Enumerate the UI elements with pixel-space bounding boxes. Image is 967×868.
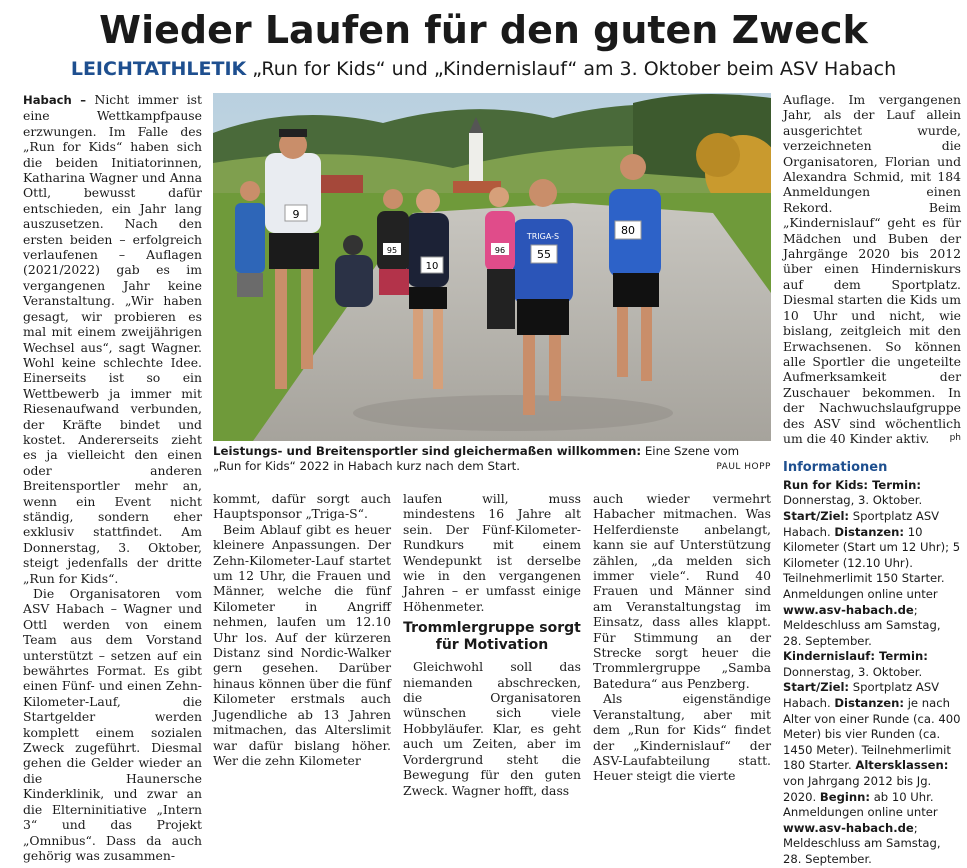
website-link[interactable]: www.asv-habach.de xyxy=(783,602,914,617)
caption-text: Eine Szene vom „Run for Kids“ 2022 in Habach kurz nach dem Start. xyxy=(213,444,740,473)
info-label: Distanzen: xyxy=(834,524,905,539)
svg-text:55: 55 xyxy=(537,248,551,261)
section-kicker: LEICHTATHLETIK xyxy=(70,58,247,80)
svg-text:95: 95 xyxy=(386,246,398,255)
info-box-title: Informationen xyxy=(783,460,888,476)
article-column-5 xyxy=(783,92,961,868)
headline: Wieder Laufen für den guten Zweck xyxy=(99,8,868,52)
info-label: Kindernislauf: Termin: xyxy=(783,649,928,664)
article-paragraph: Als eigenständige Veranstaltung, aber mit dem „Run for Kids“ findet der „Kindernislauf“ der ASV-Laufabteilung statt. Heuer steigt die vierte xyxy=(593,691,771,784)
photo-caption xyxy=(213,444,771,474)
svg-text:TRIGA-S: TRIGA-S xyxy=(526,232,560,241)
info-label: Start/Ziel: xyxy=(783,508,850,523)
dateline: Habach – xyxy=(23,93,87,107)
article-photo xyxy=(213,93,771,441)
article-column-3 xyxy=(403,491,581,798)
info-text: ab 10 Uhr. Anmeldungen online unter xyxy=(783,789,938,820)
info-label: Beginn: xyxy=(819,789,871,804)
photo-credit: PAUL HOPP xyxy=(716,462,771,472)
article-paragraph: laufen will, muss mindestens 16 Jahre alt sein. Der Fünf-Kilometer-Rundkurs mit einem Wendepunkt ist derselbe wie in den vergangenen Jahren – er umfasst einige Höhenmeter. xyxy=(403,491,581,614)
article-paragraph: Die Organisatoren vom ASV Habach – Wagner und Ottl werden von einem Team aus dem Vorstand unterstützt – setzen auf ein bewährtes Format. Es gibt einen Fünf- und einen Zehn-Kilometer-Lauf, die Startgelder werden komplett einem sozialen Zweck zugeführt. Diesmal gehen die Gelder wieder an die Haunersche Kinderklinik, und zwar an die Elterninitiative „Intern 3“ und das Projekt „Omnibus“. Dass da auch gehörig was zusammen- xyxy=(23,586,202,863)
info-label: Distanzen: xyxy=(834,696,905,711)
info-label: Altersklassen: xyxy=(855,758,949,773)
info-box xyxy=(783,478,961,868)
info-text: je nach Alter von einer Runde (ca. 400 Meter) bis vier Runden (ca. 1450 Meter). Teilnehmerlimit 180 Starter. xyxy=(783,696,961,773)
info-text: von Jahrgang 2012 bis Jg. 2020. xyxy=(783,774,932,804)
article-paragraph: kommt, dafür sorgt auch Hauptsponsor „Triga-S“. xyxy=(213,491,391,522)
article-column-1 xyxy=(23,92,202,863)
author-signature: ph xyxy=(949,432,961,443)
intertitle: Trommlergruppe sorgt für Motivation xyxy=(403,620,581,654)
website-link[interactable]: www.asv-habach.de xyxy=(783,820,914,835)
runners-photo xyxy=(213,93,771,441)
church-tower xyxy=(469,133,483,181)
article-paragraph xyxy=(783,92,961,446)
info-text: ; Meldeschluss am Samstag, 28. September. xyxy=(783,602,941,648)
info-text: Sportplatz ASV Habach. xyxy=(783,508,940,539)
paragraph-text: Nicht immer ist eine Wettkampfpause erzwungen. Im Falle des „Run for Kids“ haben sich die beiden Initiatorinnen, Katharina Wagner und Anna Ottl, bewusst dafür entschieden, ein Jahr lang auszusetzen. Nach den ersten beiden – erfolgreich verlaufenen – Auflagen (2021/2022) gab es im vergangenen Jahr keine Veranstaltung. „Wir haben gesagt, wir probieren es mal mit einem zweijährigen Wechsel aus“, sagt Wagner. Wohl keine schlechte Idee. Einerseits ist so ein Wettbewerb ja immer mit Riesenaufwand verbunden, der Kräfte bindet und kostet. Andererseits zieht es ja vielleicht den einen oder anderen Breitensportler mehr an, wenn ein Event nicht ständig, sondern eher exklusiv stattfindet. Am Donnerstag, 3. Oktober, steigt jedenfalls der dritte „Run for Kids“. xyxy=(23,92,202,586)
info-text: Donnerstag, 3. Oktober. xyxy=(783,493,923,508)
svg-text:10: 10 xyxy=(425,261,439,272)
article-paragraph: Beim Ablauf gibt es heuer kleinere Anpassungen. Der Zehn-Kilometer-Lauf startet um 12 Uhr, die Frauen und Männer, welche die fünf Kilometer in Angriff nehmen, laufen um 12.10 Uhr los. Auf der kürzeren Distanz sind Nordic-Walker gern gesehen. Darüber hinaus können über die fünf Kilometer erstmals auch Jugendliche ab 13 Jahren mitmachen, das Alterslimit war dafür bislang höher. Wer die zehn Kilometer xyxy=(213,521,391,768)
info-text: Sportplatz ASV Habach. xyxy=(783,680,940,711)
subheadline xyxy=(0,58,967,80)
caption-bold: Leistungs- und Breitensportler sind gleichermaßen willkommen: xyxy=(213,444,642,458)
info-label: Run for Kids: Termin: xyxy=(783,477,921,492)
article-column-2 xyxy=(213,491,391,768)
article-column-4 xyxy=(593,491,771,784)
subheadline-text: „Run for Kids“ und „Kindernislauf“ am 3. Oktober beim ASV Habach xyxy=(252,58,897,80)
article-paragraph: auch wieder vermehrt Habacher mitmachen. Was Helferdienste anbelangt, kann sie auf Unterstützung zählen, „da melden sich immer viele“. Rund 40 Frauen und Männer sind am Veranstaltungstag im Einsatz, dass alles klappt. Für Stimmung an der Strecke sorgt heuer die Trommlergruppe „Samba Batedura“ aus Penzberg. xyxy=(593,491,771,691)
info-label: Start/Ziel: xyxy=(783,680,850,695)
info-text: ; Meldeschluss am Samstag, 28. September. xyxy=(783,820,941,866)
info-text: Donnerstag, 3. Oktober. xyxy=(783,664,923,679)
bib-number: 9 xyxy=(292,208,300,221)
svg-text:96: 96 xyxy=(494,246,506,255)
article-paragraph: Gleichwohl soll das niemanden abschrecken, die Organisatoren wünschen sich viele Hobbyläufer. Klar, es geht auch um Zeiten, aber im Vordergrund steht die Bewegung für den guten Zweck. Wagner hofft, dass xyxy=(403,659,581,798)
paragraph-text: Auflage. Im vergangenen Jahr, als der Lauf allein ausgerichtet wurde, verzeichneten die Organisatoren, Florian und Alexandra Schmid, mit 184 Anmeldungen einen Rekord. Beim „Kindernislauf“ geht es für Mädchen und Buben der Jahrgänge 2020 bis 2012 über einen Hinderniskurs auf dem Sportplatz. Diesmal starten die Kids um 10 Uhr und nicht, wie bislang, zeitgleich mit den Erwachsenen. So können alle Sportler die ungeteilte Aufmerksamkeit der Zuschauer bekommen. In der Nachwuchslaufgruppe des ASV sind wöchentlich um die 40 Kinder aktiv. xyxy=(783,92,961,446)
info-text: 10 Kilometer (Start um 12 Uhr); 5 Kilometer (12.10 Uhr). Teilnehmerlimit 150 Starter. Anmeldungen online unter xyxy=(783,524,961,601)
article-paragraph xyxy=(23,92,202,586)
svg-text:80: 80 xyxy=(621,224,635,237)
